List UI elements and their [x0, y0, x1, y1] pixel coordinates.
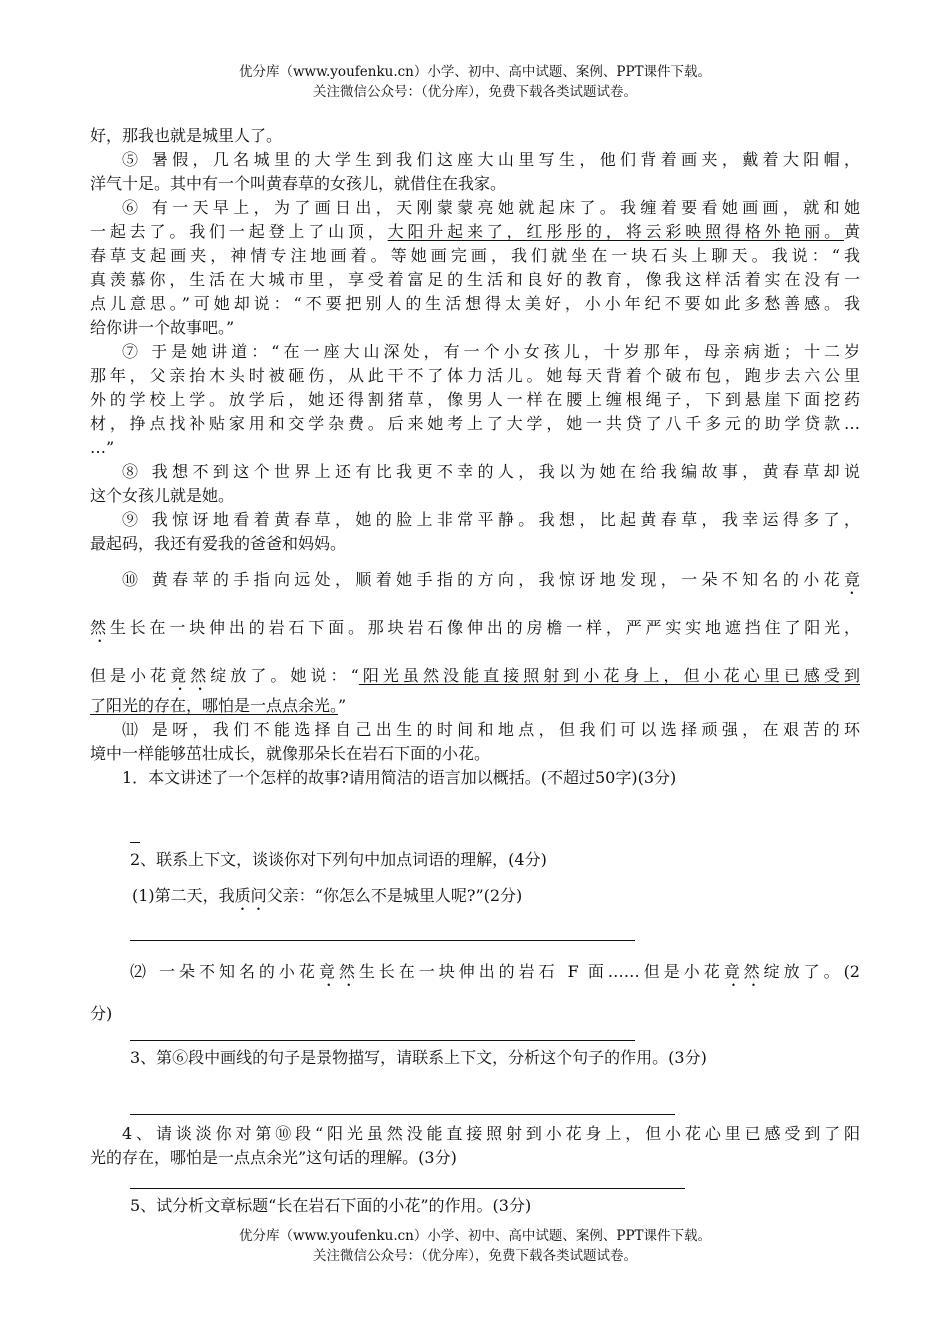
- para-6-text: 一起去了。我们一起登上了山顶，: [90, 222, 388, 241]
- para-6-line: 点儿意思。”可她却说：“不要把别人的生活想得太美好，小小年纪不要如此多愁善感。我: [90, 294, 860, 313]
- para-9-line: ⑨ 我惊讶地看着黄春草，她的脸上非常平静。我想，比起黄春草，我幸运得多了，: [122, 510, 860, 529]
- para-10-line: [90, 556, 860, 604]
- para-9: [90, 508, 860, 556]
- underlined-scenery-sentence: 大阳升起来了，红彤彤的，将云彩映照得格外艳丽。: [387, 222, 844, 241]
- question-1: 1．本文讲述了一个怎样的故事?请用简洁的语言加以概括。(不超过50字)(3分): [122, 768, 677, 787]
- para-10-text: 绽放了。她说：“: [210, 666, 359, 685]
- para-10-line: [90, 652, 860, 700]
- passage: [90, 124, 860, 790]
- para-8: [90, 460, 860, 508]
- footer-line-1: 优分库（www.youfenku.cn）小学、初中、高中试题、案例、PPT课件下载。: [238, 1228, 712, 1244]
- para-11-line: 境中一样能够茁壮成长，就像那朵长在岩石下面的小花。: [90, 744, 491, 763]
- question-4: [90, 1122, 860, 1170]
- para-0: 好，那我也就是城里人了。: [90, 126, 283, 145]
- para-6-line: [90, 220, 860, 244]
- para-7-line: 材，挣点找补贴家用和交学杂费。后来她考上了大学，她一共贷了八千多元的助学贷款…: [90, 414, 860, 433]
- para-6-line: 真羡慕你，生活在大城市里，享受着富足的生活和良好的教育，像我这样活着实在没有一: [90, 270, 860, 289]
- para-5: [90, 148, 860, 196]
- question-2-2-line: 分): [90, 1004, 113, 1023]
- para-10: [90, 556, 860, 700]
- para-5-line: ⑤ 暑假，几名城里的大学生到我们这座大山里写生，他们背着画夹，戴着大阳帽，: [122, 150, 860, 169]
- question-2-2-text: 绽放了。(2: [763, 962, 860, 981]
- answer-line-q2-2[interactable]: [130, 1040, 635, 1041]
- answer-line-q4[interactable]: [130, 1188, 685, 1189]
- para-7: [90, 340, 860, 460]
- para-7-line: 外的学校上学。放学后，她还得割猪草，像男人一样在腰上缠根绳子，下到悬崖下面挖药: [90, 390, 860, 409]
- para-11: [90, 718, 860, 766]
- para-7-line: …”: [90, 438, 115, 457]
- para-10-text: 生长在一块伸出的岩石下面。那块岩石像伸出的房檐一样，严严实实地遮挡住了阳光，: [109, 618, 860, 637]
- para-6-line: 春草支起画夹，神情专注地画着。等她画完画，我们就坐在一块石头上聊天。我说：“我: [90, 246, 860, 265]
- header-line-1: 优分库（www.youfenku.cn）小学、初中、高中试题、案例、PPT课件下载。: [238, 64, 712, 80]
- dotted-word: 竟: [843, 570, 860, 589]
- dotted-word: 竟然: [723, 962, 764, 981]
- answer-line-q2-1[interactable]: [130, 940, 635, 941]
- para-6-text: 黄: [843, 222, 860, 241]
- para-11-line: ⑾ 是呀，我们不能选择自己出生的时间和地点，但我们可以选择顽强，在艰苦的环: [122, 720, 860, 739]
- para-5-line: 洋气十足。其中有一个叫黄春草的女孩儿，就借住在我家。: [90, 174, 507, 193]
- para-10-text: ”: [338, 696, 347, 715]
- question-2: 2、联系上下文，谈谈你对下列句中加点词语的理解，(4分): [130, 850, 547, 869]
- para-6-line: ⑥ 有一天早上，为了画日出，天刚蒙蒙亮她就起床了。我缠着要看她画画，就和她: [122, 198, 860, 217]
- question-4-line: 4、请谈淡你对第⑩段“阳光虽然没能直接照射到小花身上，但小花心里已感受到了阳: [122, 1124, 860, 1143]
- para-9-line: 最起码，我还有爱我的爸爸和妈妈。: [90, 534, 347, 553]
- question-2-2-text: ⑵ 一朵不知名的小花: [130, 962, 319, 981]
- page-header: [0, 62, 950, 102]
- page-footer: [0, 1226, 950, 1266]
- footer-line-2: 关注微信公众号：（优分库），免费下载各类试题试卷。: [313, 1248, 637, 1264]
- para-6-line: 给你讲一个故事吧。”: [90, 318, 235, 337]
- question-2-1: [132, 884, 522, 914]
- question-5: 5、试分析文章标题“长在岩石下面的小花”的作用。(3分): [130, 1196, 532, 1215]
- question-2-2-text: 生长在一块伸出的岩石 F 面……但是小花: [358, 962, 724, 981]
- question-2-2-line: [90, 960, 860, 990]
- question-2-1-text: 父亲：“你怎么不是城里人呢?”(2分): [266, 886, 523, 905]
- dotted-word: 竟然: [170, 666, 211, 685]
- underlined-quote: 了阳光的存在，哪怕是一点点余光。: [90, 696, 339, 715]
- para-10-text: ⑩ 黄春苹的手指向远处，顺着她手指的方向，我惊讶地发现，一朵不知名的小花: [122, 570, 844, 589]
- para-10-line: [90, 604, 860, 652]
- para-7-line: ⑦ 于是她讲道：“在一座大山深处，有一个小女孩儿，十岁那年，母亲病逝；十二岁: [122, 342, 860, 361]
- question-4-line: 光的存在，哪怕是一点点余光”这句话的理解。(3分): [90, 1148, 457, 1167]
- question-3: 3、第⑥段中画线的句子是景物描写，请联系上下文，分析这个句子的作用。(3分): [130, 1048, 707, 1067]
- answer-line-q3[interactable]: [130, 1114, 675, 1115]
- para-8-line: ⑧ 我想不到这个世界上还有比我更不幸的人，我以为她在给我编故事，黄春草却说: [122, 462, 860, 481]
- dotted-word: 质问: [234, 886, 267, 905]
- underlined-quote: 阳光虽然没能直接照射到小花身上，但小花心里已感受到: [358, 666, 860, 685]
- para-6: [90, 196, 860, 340]
- question-2-2: [90, 960, 860, 1026]
- para-7-line: 那年，父亲抬木头时被砸伤，从此干不了体力活儿。她每天背着个破布包，跑步去六公里: [90, 366, 860, 385]
- header-line-2: 关注微信公众号：（优分库），免费下载各类试题试卷。: [313, 84, 637, 100]
- para-8-line: 这个女孩儿就是她。: [90, 486, 235, 505]
- answer-line-q1[interactable]: [130, 842, 140, 843]
- question-2-1-text: (1)第二天，我: [132, 886, 235, 905]
- dotted-word: 竟然: [318, 962, 359, 981]
- para-10-text: 但是小花: [90, 666, 171, 685]
- dotted-word: 然: [90, 618, 110, 637]
